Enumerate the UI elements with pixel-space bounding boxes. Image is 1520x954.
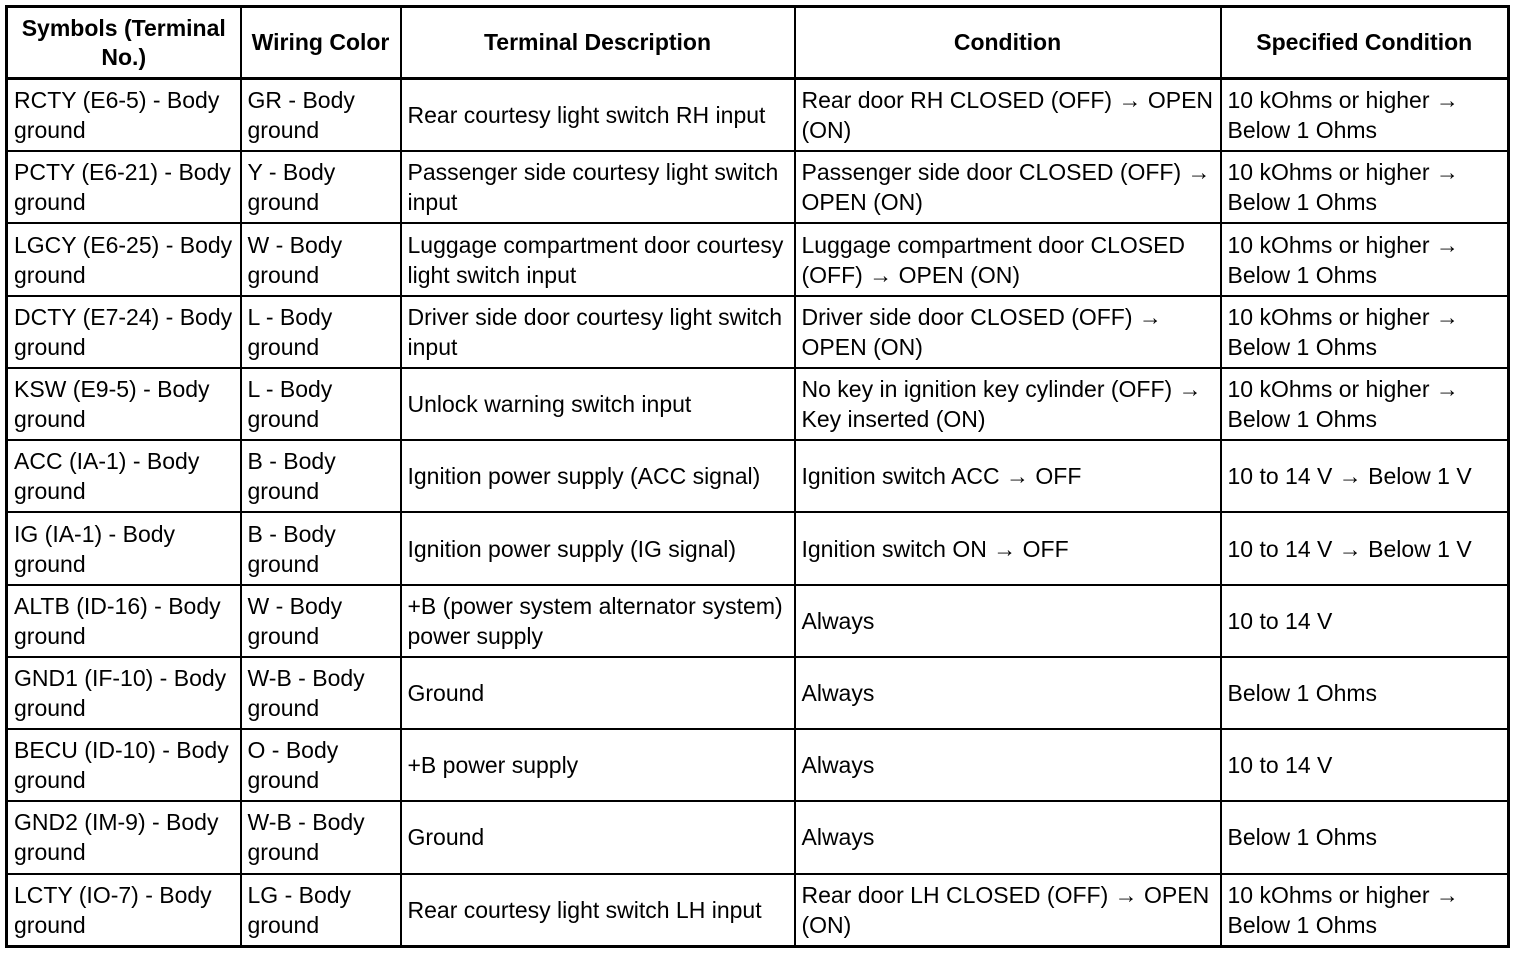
cell-wiring-color: W-B - Body ground (241, 801, 401, 873)
cell-terminal-description: Ground (401, 801, 795, 873)
table-row (7, 151, 1509, 223)
table-body (7, 79, 1509, 947)
header-specified-condition: Specified Condition (1221, 7, 1509, 79)
cell-wiring-color: GR - Body ground (241, 79, 401, 152)
table-row (7, 512, 1509, 584)
cell-terminal-description: +B (power system alternator system) power supply (401, 585, 795, 657)
table-row (7, 296, 1509, 368)
table-header (7, 7, 1509, 79)
cell-condition: Driver side door CLOSED (OFF) → OPEN (ON) (795, 296, 1221, 368)
header-terminal-description: Terminal Description (401, 7, 795, 79)
cell-specified-condition: 10 to 14 V (1221, 585, 1509, 657)
table-row (7, 657, 1509, 729)
header-condition: Condition (795, 7, 1221, 79)
cell-terminal-description: Unlock warning switch input (401, 368, 795, 440)
cell-specified-condition: Below 1 Ohms (1221, 801, 1509, 873)
table-row (7, 368, 1509, 440)
cell-specified-condition: 10 kOhms or higher → Below 1 Ohms (1221, 79, 1509, 152)
cell-wiring-color: Y - Body ground (241, 151, 401, 223)
cell-symbol: RCTY (E6-5) - Body ground (7, 79, 241, 152)
cell-symbol: LCTY (IO-7) - Body ground (7, 874, 241, 947)
terminal-spec-sheet (5, 5, 1507, 948)
cell-symbol: LGCY (E6-25) - Body ground (7, 223, 241, 295)
cell-terminal-description: Driver side door courtesy light switch input (401, 296, 795, 368)
table-row (7, 223, 1509, 295)
cell-specified-condition: 10 to 14 V → Below 1 V (1221, 512, 1509, 584)
cell-symbol: PCTY (E6-21) - Body ground (7, 151, 241, 223)
cell-terminal-description: Rear courtesy light switch LH input (401, 874, 795, 947)
header-row (7, 7, 1509, 79)
cell-wiring-color: LG - Body ground (241, 874, 401, 947)
cell-terminal-description: Passenger side courtesy light switch input (401, 151, 795, 223)
cell-wiring-color: W - Body ground (241, 223, 401, 295)
cell-wiring-color: B - Body ground (241, 440, 401, 512)
table-row (7, 801, 1509, 873)
cell-condition: Always (795, 585, 1221, 657)
cell-specified-condition: 10 kOhms or higher → Below 1 Ohms (1221, 874, 1509, 947)
cell-wiring-color: B - Body ground (241, 512, 401, 584)
cell-wiring-color: W-B - Body ground (241, 657, 401, 729)
cell-condition: Rear door LH CLOSED (OFF) → OPEN (ON) (795, 874, 1221, 947)
cell-terminal-description: Ground (401, 657, 795, 729)
cell-terminal-description: Ignition power supply (ACC signal) (401, 440, 795, 512)
cell-condition: Always (795, 801, 1221, 873)
cell-terminal-description: +B power supply (401, 729, 795, 801)
cell-wiring-color: O - Body ground (241, 729, 401, 801)
table-row (7, 79, 1509, 152)
cell-specified-condition: 10 kOhms or higher → Below 1 Ohms (1221, 368, 1509, 440)
cell-condition: Always (795, 729, 1221, 801)
cell-wiring-color: L - Body ground (241, 296, 401, 368)
cell-condition: No key in ignition key cylinder (OFF) → Key inserted (ON) (795, 368, 1221, 440)
cell-wiring-color: W - Body ground (241, 585, 401, 657)
header-wiring-color: Wiring Color (241, 7, 401, 79)
cell-symbol: KSW (E9-5) - Body ground (7, 368, 241, 440)
cell-condition: Luggage compartment door CLOSED (OFF) → OPEN (ON) (795, 223, 1221, 295)
cell-terminal-description: Rear courtesy light switch RH input (401, 79, 795, 152)
cell-condition: Ignition switch ACC → OFF (795, 440, 1221, 512)
cell-symbol: IG (IA-1) - Body ground (7, 512, 241, 584)
cell-symbol: GND2 (IM-9) - Body ground (7, 801, 241, 873)
table-row (7, 440, 1509, 512)
cell-symbol: DCTY (E7-24) - Body ground (7, 296, 241, 368)
header-symbols: Symbols (Terminal No.) (7, 7, 241, 79)
cell-specified-condition: 10 kOhms or higher → Below 1 Ohms (1221, 151, 1509, 223)
cell-terminal-description: Luggage compartment door courtesy light switch input (401, 223, 795, 295)
cell-condition: Ignition switch ON → OFF (795, 512, 1221, 584)
cell-symbol: ACC (IA-1) - Body ground (7, 440, 241, 512)
cell-condition: Always (795, 657, 1221, 729)
cell-terminal-description: Ignition power supply (IG signal) (401, 512, 795, 584)
table-row (7, 585, 1509, 657)
cell-symbol: BECU (ID-10) - Body ground (7, 729, 241, 801)
terminal-spec-table (5, 5, 1510, 948)
table-row (7, 874, 1509, 947)
cell-wiring-color: L - Body ground (241, 368, 401, 440)
cell-condition: Passenger side door CLOSED (OFF) → OPEN (ON) (795, 151, 1221, 223)
table-row (7, 729, 1509, 801)
cell-symbol: GND1 (IF-10) - Body ground (7, 657, 241, 729)
cell-specified-condition: 10 to 14 V (1221, 729, 1509, 801)
cell-specified-condition: 10 kOhms or higher → Below 1 Ohms (1221, 223, 1509, 295)
cell-condition: Rear door RH CLOSED (OFF) → OPEN (ON) (795, 79, 1221, 152)
cell-specified-condition: 10 kOhms or higher → Below 1 Ohms (1221, 296, 1509, 368)
cell-specified-condition: Below 1 Ohms (1221, 657, 1509, 729)
cell-symbol: ALTB (ID-16) - Body ground (7, 585, 241, 657)
cell-specified-condition: 10 to 14 V → Below 1 V (1221, 440, 1509, 512)
